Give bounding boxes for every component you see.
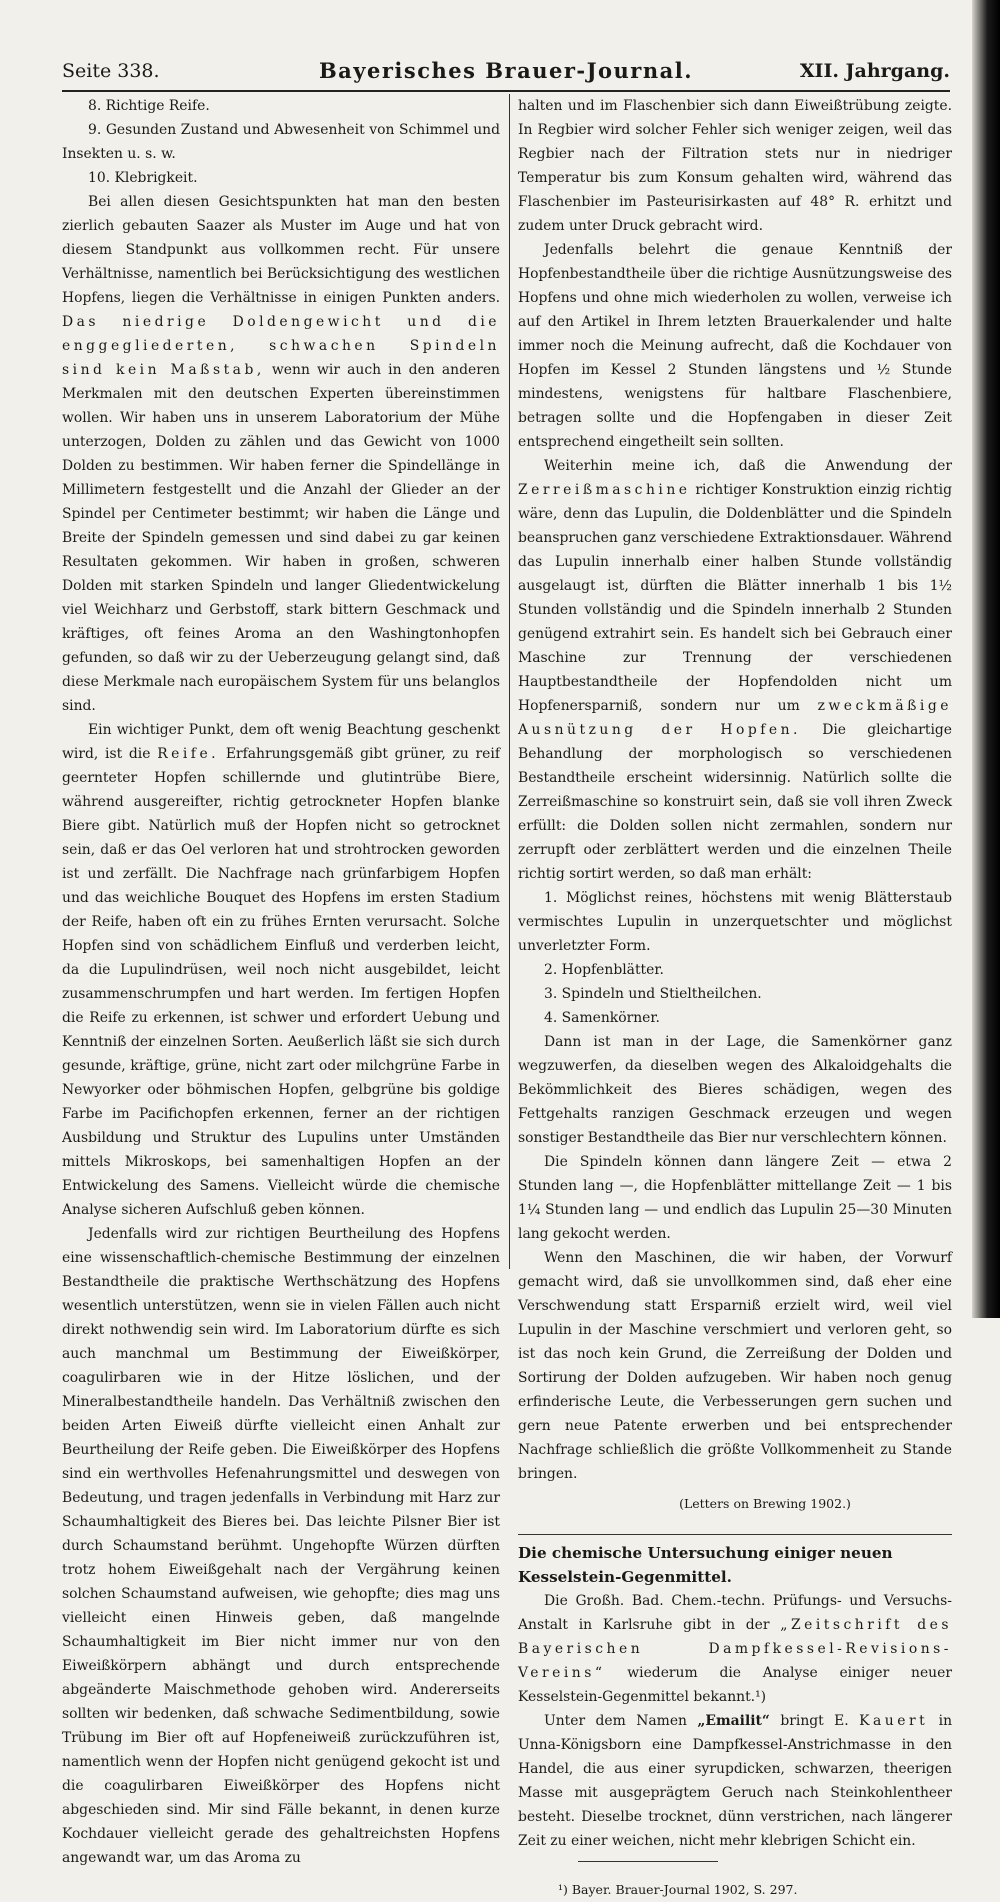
paragraph: Wenn den Maschinen, die wir haben, der Vorwurf gemacht wird, daß sie unvollkommen sind, daß eher eine Verschwendung statt Ersparniß erzielt wird, weil viel Lupulin in der Maschine verschmiert und verloren geht, so ist das noch kein Grund, die Zerreißung der Dolden und Sortirung der Dolden aufzugeben. Wir haben noch genug erfinderische Leute, die Verbesserungen gern suchen und gern neue Patente erwerben und bei entsprechender Nachfrage schließlich die größte Vollkommenheit zu Stande bringen. — [518, 1250, 952, 1482]
footnote-rule — [578, 1861, 718, 1862]
journal-title: Bayerisches Brauer-Journal. — [318, 58, 694, 83]
paragraph: Ein wichtiger Punkt, dem oft wenig Beachtung geschenkt wird, ist die Reife. Erfahrungsgemäß gibt grüner, zu reif geernteter Hopfen schillernde und glutintrübe Biere, während ausgereifter, richtig getrockneter Hopfen blanke Biere gibt. Natürlich muß der Hopfen nicht so getrocknet sein, daß er das Oel verloren hat und strohtrocken geworden ist und zerfällt. Die Nachfrage nach grünfarbigem Hopfen und das weichliche Bouquet des Hopfens im ersten Stadium der Reife, haben oft ein zu frühes Ernten verursacht. Solche Hopfen sind von schädlichem Einfluß und verderben leicht, da die Lupulindrüsen, weil noch nicht ausgebildet, leicht zusammenschrumpfen und hart werden. Im fertigen Hopfen die Reife zu erkennen, ist schwer und erfordert Uebung und Kenntniß der einzelnen Sorten. Aeußerlich läßt sie sich durch gesunde, kräftige, grüne, nicht zart oder milchgrüne Farbe in Newyorker oder böhmischen Hopfen, gelbgrüne bis goldige Farbe im Pacifichopfen erkennen, ferner an der richtigen Ausbildung und Struktur des Lupulins unter Umständen mittels Mikroskops, bei samenhaltigen Hopfen an der Entwickelung des Samens. Vielleicht würde die chemische Analyse sicheren Aufschluß geben können. — [62, 722, 500, 1218]
paragraph: Die Großh. Bad. Chem.-techn. Prüfungs- und Versuchs-Anstalt in Karlsruhe gibt in der „Zeitschrift des Bayerischen Dampfkessel-Revisions-Vereins“ wiederum die Analyse einiger neuer Kesselstein-Gegenmittel bekannt.¹) — [518, 1593, 952, 1705]
paragraph: Jedenfalls wird zur richtigen Beurtheilung des Hopfens eine wissenschaftlich-chemische Bestimmung der einzelnen Bestandtheile die praktische Werthschätzung des Hopfens wesentlich unterstützen, wenn sie in vielen Fällen auch nicht direkt nothwendig sein wird. Im Laboratorium dürfte es sich auch manchmal um Bestimmung der Eiweißkörper, coagulirbaren wie in der Hitze löslichen, und der Mineralbestandtheile handeln. Das Verhältniß zwischen den beiden Arten Eiweiß dürfte vielleicht einen Anhalt zur Beurtheilung der Reife geben. Die Eiweißkörper des Hopfens sind ein werthvolles Hefenahrungsmittel und deswegen von Bedeutung, und tragen jedenfalls in Verbindung mit Harz zur Schaumhaltigkeit des Bieres bei. Das leichte Pilsner Bier ist durch Schaumstand berühmt. Ungehopfte Würzen dürften trotz hohem Eiweißgehalt nach der Vergährung keinen solchen Schaumstand aufweisen, wie gehopfte; dies mag uns vielleicht einen Hinweis geben, daß mangelnde Schaumhaltigkeit im Bier nicht immer nur von den Eiweißkörpern abhängt und durch entsprechende abgeänderte Maischmethode gehoben wird. Andererseits sollten wir bedenken, daß schwache Sedimentbildung, sowie Trübung im Bier oft auf Hopfeneiweiß zurückzuführen ist, namentlich wenn der Hopfen nicht genügend gekocht ist und die coagulirbaren Eiweißkörper des Hopfens nicht abgeschieden sind. Mir sind Fälle bekannt, in denen kurze Kochdauer vielleicht gerade des gehaltreichsten Hopfens angewandt war, um das Aroma zu — [62, 1226, 500, 1866]
section-separator — [518, 1534, 952, 1535]
column-divider — [509, 94, 510, 1269]
paragraph: Jedenfalls belehrt die genaue Kenntniß der Hopfenbestandtheile über die richtige Ausnützungsweise des Hopfens und ohne mich wiederholen zu wollen, verweise ich auf den Artikel in Ihrem letzten Brauerkalender und halte immer noch die Meinung aufrecht, daß die Kochdauer von Hopfen im Kessel 2 Stunden längstens und ½ Stunde mindestens, wenigstens für haltbare Flaschenbiere, betragen sollte und die Hopfengaben in dieser Zeit entsprechend eingetheilt sein sollten. — [518, 242, 952, 450]
paragraph: Weiterhin meine ich, daß die Anwendung der Zerreißmaschine richtiger Konstruktion einzig richtig wäre, denn das Lupulin, die Doldenblätter und die Spindeln beanspruchen ganz verschiedene Extraktionsdauer. Während das Lupulin innerhalb einer halben Stunde vollständig ausgelaugt ist, dürften die Blätter innerhalb 1 bis 1½ Stunden vollständig und die Spindeln innerhalb 2 Stunden genügend extrahirt sein. Es handelt sich bei Gebrauch einer Maschine zur Trennung der verschiedenen Hauptbestandtheile der Hopfendolden nicht um Hopfenersparniß, sondern nur um zweckmäßige Ausnützung der Hopfen. Die gleichartige Behandlung der morphologisch so verschiedenen Bestandtheile erscheint widersinnig. Natürlich sollte die Zerreißmaschine so konstruirt sein, daß sie voll ihren Zweck erfüllt: die Dolden sollen nicht zermahlen, sondern nur zerrupft oder zerblättert werden und die einzelnen Theile richtig sortirt werden, so daß man erhält: — [518, 458, 953, 882]
list-item: 2. Hopfenblätter. — [544, 962, 664, 978]
section-title: Die chemische Untersuchung einiger neuen Kesselstein-Gegenmittel. — [518, 1544, 893, 1586]
paragraph: halten und im Flaschenbier sich dann Eiweißtrübung zeigte. In Regbier wird solcher Fehler sich weniger zeigen, weil das Regbier nach der Filtration stets nur in niedriger Temperatur bis zum Konsum gehalten wird, während das Flaschenbier im Pasteurisirkasten auf 48° R. erhitzt und zudem unter Druck gebracht wird. — [518, 98, 952, 234]
source-credit: (Letters on Brewing 1902.) — [679, 1496, 851, 1511]
volume-label: XII. Jahrgang. — [799, 60, 950, 82]
page-number: Seite 338. — [62, 60, 160, 82]
paragraph: Bei allen diesen Gesichtspunkten hat man den besten zierlich gebauten Saazer als Muster im Auge und hat von diesem Standpunkt aus vollkommen recht. Für unsere Verhältnisse, namentlich bei Berücksichtigung des westlichen Hopfens, liegen die Verhältnisse in einigen Punkten anders. Das niedrige Doldengewicht und die enggegliederten, schwachen Spindeln sind kein Maßstab, wenn wir auch in den anderen Merkmalen mit den deutschen Experten übereinstimmen wollen. Wir haben uns in unserem Laboratorium der Mühe unterzogen, Dolden zu zählen und das Gewicht von 1000 Dolden zu bestimmen. Wir haben ferner die Spindellänge in Millimetern festgestellt und die Anzahl der Glieder an der Spindel per Centimeter bestimmt; wir haben die Länge und Breite der Spindeln gemessen und sind dabei zu gar keinen Resultaten gekommen. Wir haben in großen, schweren Dolden mit starken Spindeln und langer Gliedentwickelung viel Weichharz und Gerbstoff, stark bittern Geschmack und kräftiges, oft feines Aroma an den Washingtonhopfen gefunden, so daß wir zu der Ueberzeugung gelangt sind, daß diese Merkmale nach europäischem System für uns belanglos sind. — [62, 194, 500, 714]
scan-edge — [972, 0, 1000, 1318]
footnote: ¹) Bayer. Brauer-Journal 1902, S. 297. — [558, 1882, 798, 1897]
left-column — [62, 94, 500, 1870]
page-header — [62, 58, 950, 86]
list-item: 3. Spindeln und Stieltheilchen. — [544, 986, 762, 1002]
paragraph: Dann ist man in der Lage, die Samenkörner ganz wegzuwerfen, da dieselben wegen des Alkaloidgehalts die Bekömmlichkeit des Bieres schädigen, wegen des Fettgehalts ranzigen Geschmack erzeugen und wegen sonstiger Bestandtheile das Bier nur verschlechtern können. — [518, 1034, 952, 1146]
list-item: 4. Samenkörner. — [544, 1010, 660, 1026]
paragraph: Die Spindeln können dann längere Zeit — etwa 2 Stunden lang —, die Hopfenblätter mittellange Zeit — 1 bis 1¼ Stunden lang — und endlich das Lupulin 25—30 Minuten lang gekocht werden. — [518, 1154, 952, 1242]
paragraph: Unter dem Namen „Emailit“ bringt E. Kauert in Unna-Königsborn eine Dampfkessel-Anstrichmasse in den Handel, die aus einer syrupdicken, schwarzen, theerigen Masse mit ausgeprägtem Geruch nach Steinkohlentheer besteht. Dieselbe trocknet, dünn verstrichen, nach längerer Zeit zu einer weichen, nicht mehr klebrigen Schicht ein. — [518, 1713, 953, 1849]
header-rule — [62, 90, 950, 92]
list-item: 9. Gesunden Zustand und Abwesenheit von Schimmel und Insekten u. s. w. — [62, 122, 500, 162]
right-column — [518, 94, 952, 1902]
list-item: 1. Möglichst reines, höchstens mit wenig Blätterstaub vermischtes Lupulin in unzerquetschter und möglichst unverletzter Form. — [518, 890, 952, 954]
list-item: 10. Klebrigkeit. — [88, 170, 198, 186]
list-item: 8. Richtige Reife. — [88, 98, 210, 114]
